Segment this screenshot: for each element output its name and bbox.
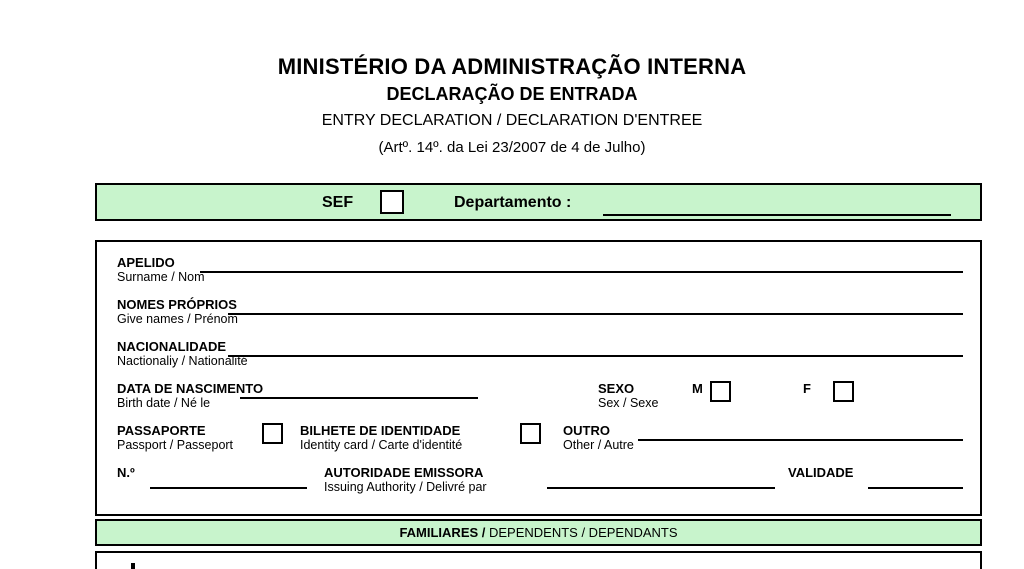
identity-card-checkbox[interactable] (520, 423, 541, 444)
dependents-section-bar (95, 519, 982, 546)
departamento-field-line[interactable] (603, 214, 951, 216)
dependents-box (95, 551, 982, 569)
validity-field-line[interactable] (868, 487, 963, 489)
nationality-sublabel: Nactionaliy / Nationalité (117, 354, 248, 368)
passport-sublabel: Passport / Passeport (117, 438, 234, 452)
dependents-sublabel: DEPENDENTS / DEPENDANTS (485, 525, 678, 540)
passport-label: PASSAPORTE (117, 423, 206, 438)
nationality-label: NACIONALIDADE (117, 339, 227, 354)
ministry-title: MINISTÉRIO DA ADMINISTRAÇÃO INTERNA (277, 54, 747, 79)
sex-male-checkbox[interactable] (710, 381, 731, 402)
other-document-field-line[interactable] (638, 439, 963, 441)
given-names-field-line[interactable] (228, 313, 963, 315)
document-number-field-line[interactable] (150, 487, 307, 489)
form-title: DECLARAÇÃO DE ENTRADA (386, 84, 638, 104)
surname-label: APELIDO (117, 255, 175, 270)
issuing-authority-field-line[interactable] (547, 487, 775, 489)
sef-label: SEF (322, 194, 354, 211)
given-names-label: NOMES PRÓPRIOS (117, 297, 237, 312)
departamento-label: Departamento : (454, 194, 572, 211)
identification-box (95, 240, 982, 516)
sex-label: SEXO (598, 381, 635, 396)
other-document-label: OUTRO (563, 423, 610, 438)
issuing-authority-label: AUTORIDADE EMISSORA (324, 465, 484, 480)
dependents-label: FAMILIARES / (399, 525, 486, 540)
sex-female-checkbox[interactable] (833, 381, 854, 402)
issuing-authority-sublabel: Issuing Authority / Delivré par (324, 480, 487, 494)
form-title-translation: ENTRY DECLARATION / DECLARATION D'ENTREE (321, 112, 703, 129)
birth-date-label: DATA DE NASCIMENTO (117, 381, 264, 396)
given-names-sublabel: Give names / Prénom (117, 312, 238, 326)
validity-label: VALIDADE (788, 465, 854, 480)
passport-checkbox[interactable] (262, 423, 283, 444)
sef-checkbox[interactable] (380, 190, 404, 214)
birth-date-sublabel: Birth date / Né le (117, 396, 211, 410)
legal-reference: (Artº. 14º. da Lei 23/2007 de 4 de Julho) (378, 139, 646, 156)
document-number-label: N.º (117, 465, 135, 480)
partial-character (131, 563, 135, 569)
surname-field-line[interactable] (200, 271, 963, 273)
nationality-field-line[interactable] (228, 355, 963, 357)
birth-date-field-line[interactable] (240, 397, 478, 399)
sex-female-label: F (803, 381, 811, 396)
sex-sublabel: Sex / Sexe (598, 396, 659, 410)
other-document-sublabel: Other / Autre (563, 438, 634, 452)
identity-card-sublabel: Identity card / Carte d'identité (300, 438, 463, 452)
sex-male-label: M (692, 381, 703, 396)
surname-sublabel: Surname / Nom (117, 270, 205, 284)
identity-card-label: BILHETE DE IDENTIDADE (300, 423, 461, 438)
sef-section-bar (95, 183, 982, 221)
